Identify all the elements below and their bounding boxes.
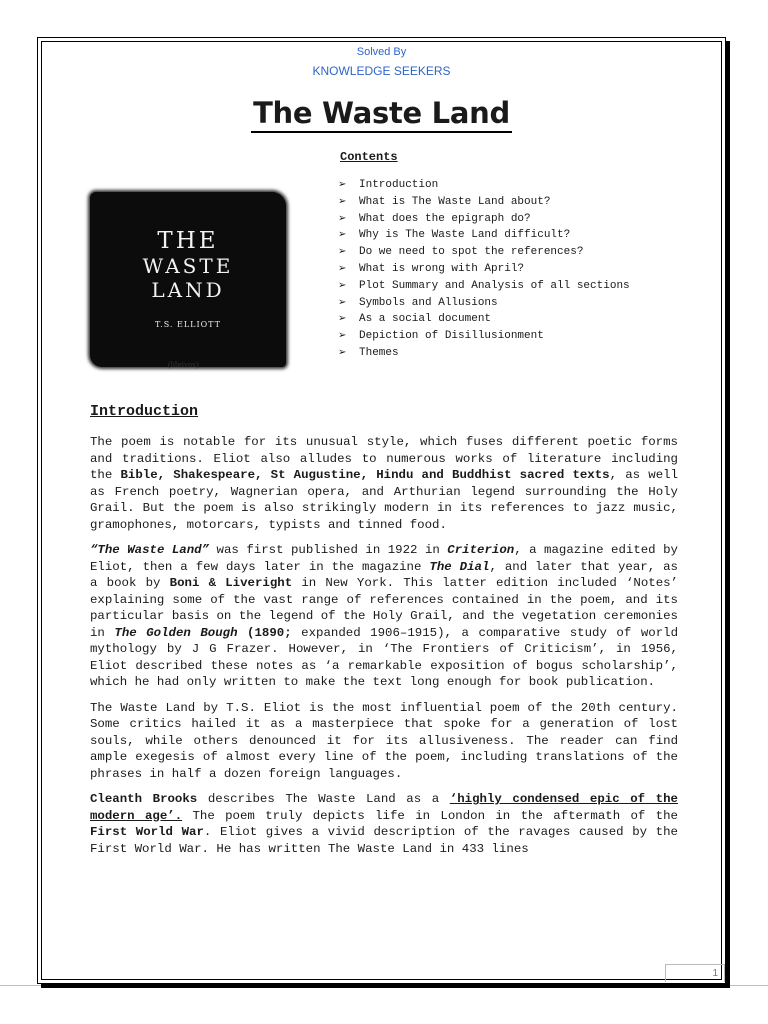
cover-author: T.S. ELLIOTT bbox=[155, 320, 221, 329]
contents-item: ➢ Symbols and Allusions bbox=[338, 295, 630, 312]
footer-rule bbox=[0, 985, 768, 986]
book-cover-image bbox=[90, 192, 286, 367]
contents-item: ➢ Themes bbox=[338, 345, 630, 362]
arrow-bullet-icon: ➢ bbox=[338, 279, 347, 291]
arrow-bullet-icon: ➢ bbox=[338, 246, 347, 258]
contents-item: ➢ Do we need to spot the references? bbox=[338, 244, 630, 261]
introduction-heading: Introduction bbox=[90, 403, 199, 420]
contents-item: ➢ What does the epigraph do? bbox=[338, 211, 630, 228]
contents-item: ➢ Why is The Waste Land difficult? bbox=[338, 227, 630, 244]
arrow-bullet-icon: ➢ bbox=[338, 313, 347, 325]
contents-heading: Contents bbox=[340, 150, 398, 164]
paragraph: Cleanth Brooks describes The Waste Land as a ‘highly condensed epic of the modern age’. The poem truly depicts life in London in the aftermath of the First World War. Eliot gives a vivid description of the ravages caused by the First World War. He has written The Waste Land in 433 lines bbox=[90, 792, 678, 856]
paragraph: The poem is notable for its unusual style, which fuses different poetic forms and traditions. Eliot also alludes to numerous works of literature including the Bible, Shakespeare, St Augustine, Hindu and Buddhist sacred texts, as well as French poetry, Wagnerian opera, and Arthurian legend surrounding the Holy Grail. But the poem is also strikingly modern in its references to jazz music, gramophones, motorcars, typists and tinned food. bbox=[90, 435, 678, 532]
cover-title-line2: WASTE bbox=[142, 254, 234, 278]
arrow-bullet-icon: ➢ bbox=[338, 179, 347, 190]
arrow-bullet-icon: ➢ bbox=[338, 346, 347, 358]
solved-by-label: Solved By bbox=[356, 46, 407, 58]
contents-item: ➢ As a social document bbox=[338, 311, 630, 328]
page-border bbox=[37, 37, 726, 984]
introduction-body bbox=[90, 434, 678, 866]
cover-title-line1: THE bbox=[157, 228, 219, 254]
arrow-bullet-icon: ➢ bbox=[338, 262, 347, 274]
document-title-wrap bbox=[38, 96, 725, 130]
cover-caption: (librivox) bbox=[168, 360, 199, 369]
document-title: The Waste Land bbox=[251, 96, 512, 133]
contents-item: ➢ Depiction of Disillusionment bbox=[338, 328, 630, 345]
contents-item: ➢ Plot Summary and Analysis of all sections bbox=[338, 278, 630, 295]
arrow-bullet-icon: ➢ bbox=[338, 229, 347, 241]
contents-item: ➢ What is The Waste Land about? bbox=[338, 194, 630, 211]
page-number: 1 bbox=[665, 964, 725, 982]
contents-list bbox=[338, 177, 630, 362]
cover-title-line3: LAND bbox=[151, 278, 225, 302]
knowledge-seekers-label: KNOWLEDGE SEEKERS bbox=[312, 64, 451, 78]
arrow-bullet-icon: ➢ bbox=[338, 330, 347, 342]
contents-item: ➢ What is wrong with April? bbox=[338, 261, 630, 278]
arrow-bullet-icon: ➢ bbox=[338, 296, 347, 308]
paragraph: “The Waste Land” was first published in 1922 in Criterion, a magazine edited by Eliot, then a few days later in the magazine The Dial, and later that year, as a book by Boni & Liveright in New York. This latter edition included ‘Notes’ explaining some of the vast range of references contained in the poem, and its particular basis on the legend of the Holy Grail, and the vegetation ceremonies in The Golden Bough (1890; expanded 1906–1915), a comparative study of world mythology by J G Frazer. However, in ‘The Frontiers of Criticism’, in 1956, Eliot described these notes as ‘a remarkable exposition of bogus scholarship’, which he had only written to make the text long enough for book publication. bbox=[90, 543, 678, 689]
arrow-bullet-icon: ➢ bbox=[338, 195, 347, 207]
paragraph: The Waste Land by T.S. Eliot is the most influential poem of the 20th century. Some critics hailed it as a masterpiece that spoke for a generation of lost souls, while others denounced it for its allusiveness. The reader can find ample exegesis of almost every line of the poem, including translations of the phrases in half a dozen foreign languages. bbox=[90, 700, 678, 781]
arrow-bullet-icon: ➢ bbox=[338, 212, 347, 224]
contents-item: ➢ Introduction bbox=[338, 177, 630, 194]
